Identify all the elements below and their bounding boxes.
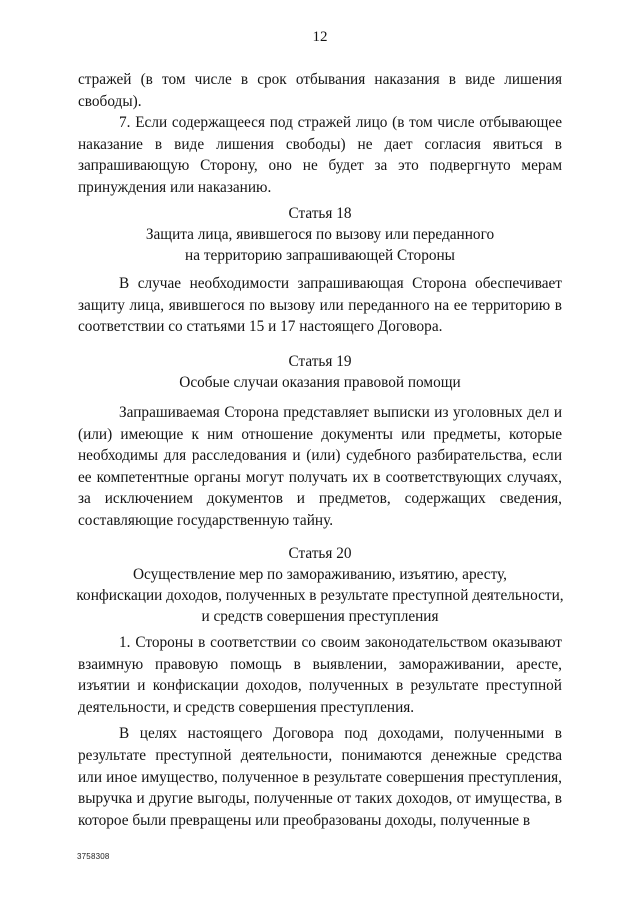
article-19-number: Статья 19	[288, 353, 352, 370]
continuation-paragraph-2: 7. Если содержащееся под стражей лицо (в том числе отбывающее наказание в виде лишения свободы) не дает согласия явиться в запрашивающую Сторону, оно не будет за это подвергнуто мерам принуждения или наказанию.	[78, 114, 562, 196]
article-18-title-line-2: на территорию запрашивающей Стороны	[185, 247, 455, 264]
article-20-title-line-2: конфискации доходов, полученных в результате преступной деятельности,	[76, 587, 564, 604]
article-18-heading	[60, 203, 580, 266]
page-number: 12	[312, 29, 328, 45]
article-18-body	[78, 273, 562, 338]
article-18-number: Статья 18	[288, 205, 352, 222]
continuation-block	[78, 69, 562, 199]
article-20-paragraph-1: 1. Стороны в соответствии со своим законодательством оказывают взаимную правовую помощь в выявлении, замораживании, аресте, изъятии и конфискации доходов, полученных в результате преступной деятельности, и средств совершения преступления.	[78, 634, 562, 716]
article-20-paragraph-2: В целях настоящего Договора под доходами, полученными в результате преступной деятельности, понимаются денежные средства или иное имущество, полученное в результате совершения преступления, выручка и другие выгоды, полученные от таких доходов, от имущества, в которое были превращены или преобразованы доходы, полученные в	[78, 725, 562, 829]
article-18-title-line-1: Защита лица, явившегося по вызову или переданного	[145, 226, 495, 243]
article-19-body	[78, 402, 562, 532]
article-20-number: Статья 20	[288, 545, 352, 562]
article-19-paragraph-1: Запрашиваемая Сторона представляет выписки из уголовных дел и (или) имеющие к ним отношение документы или предметы, которые необходимы для расследования и (или) судебного разбирательства, если ее компетентные органы могут получать их в соответствующих случаях, за исключением документов и предметов, содержащих сведения, составляющие государственную тайну.	[78, 404, 562, 529]
article-20-body	[78, 632, 562, 831]
article-18-paragraph-1: В случае необходимости запрашивающая Сторона обеспечивает защиту лица, явившегося по вызову или переданного на ее территорию в соответствии со статьями 15 и 17 настоящего Договора.	[78, 275, 562, 336]
article-20-title-line-1: Осуществление мер по замораживанию, изъятию, аресту,	[132, 566, 508, 583]
article-19-heading	[60, 351, 580, 393]
article-19-title-line-1: Особые случаи оказания правовой помощи	[179, 374, 461, 391]
article-20-heading	[60, 543, 580, 627]
document-id: 3758308	[77, 852, 110, 861]
article-20-title-line-3: и средств совершения преступления	[201, 608, 439, 625]
continuation-paragraph-1: стражей (в том числе в срок отбывания наказания в виде лишения свободы).	[78, 71, 562, 110]
